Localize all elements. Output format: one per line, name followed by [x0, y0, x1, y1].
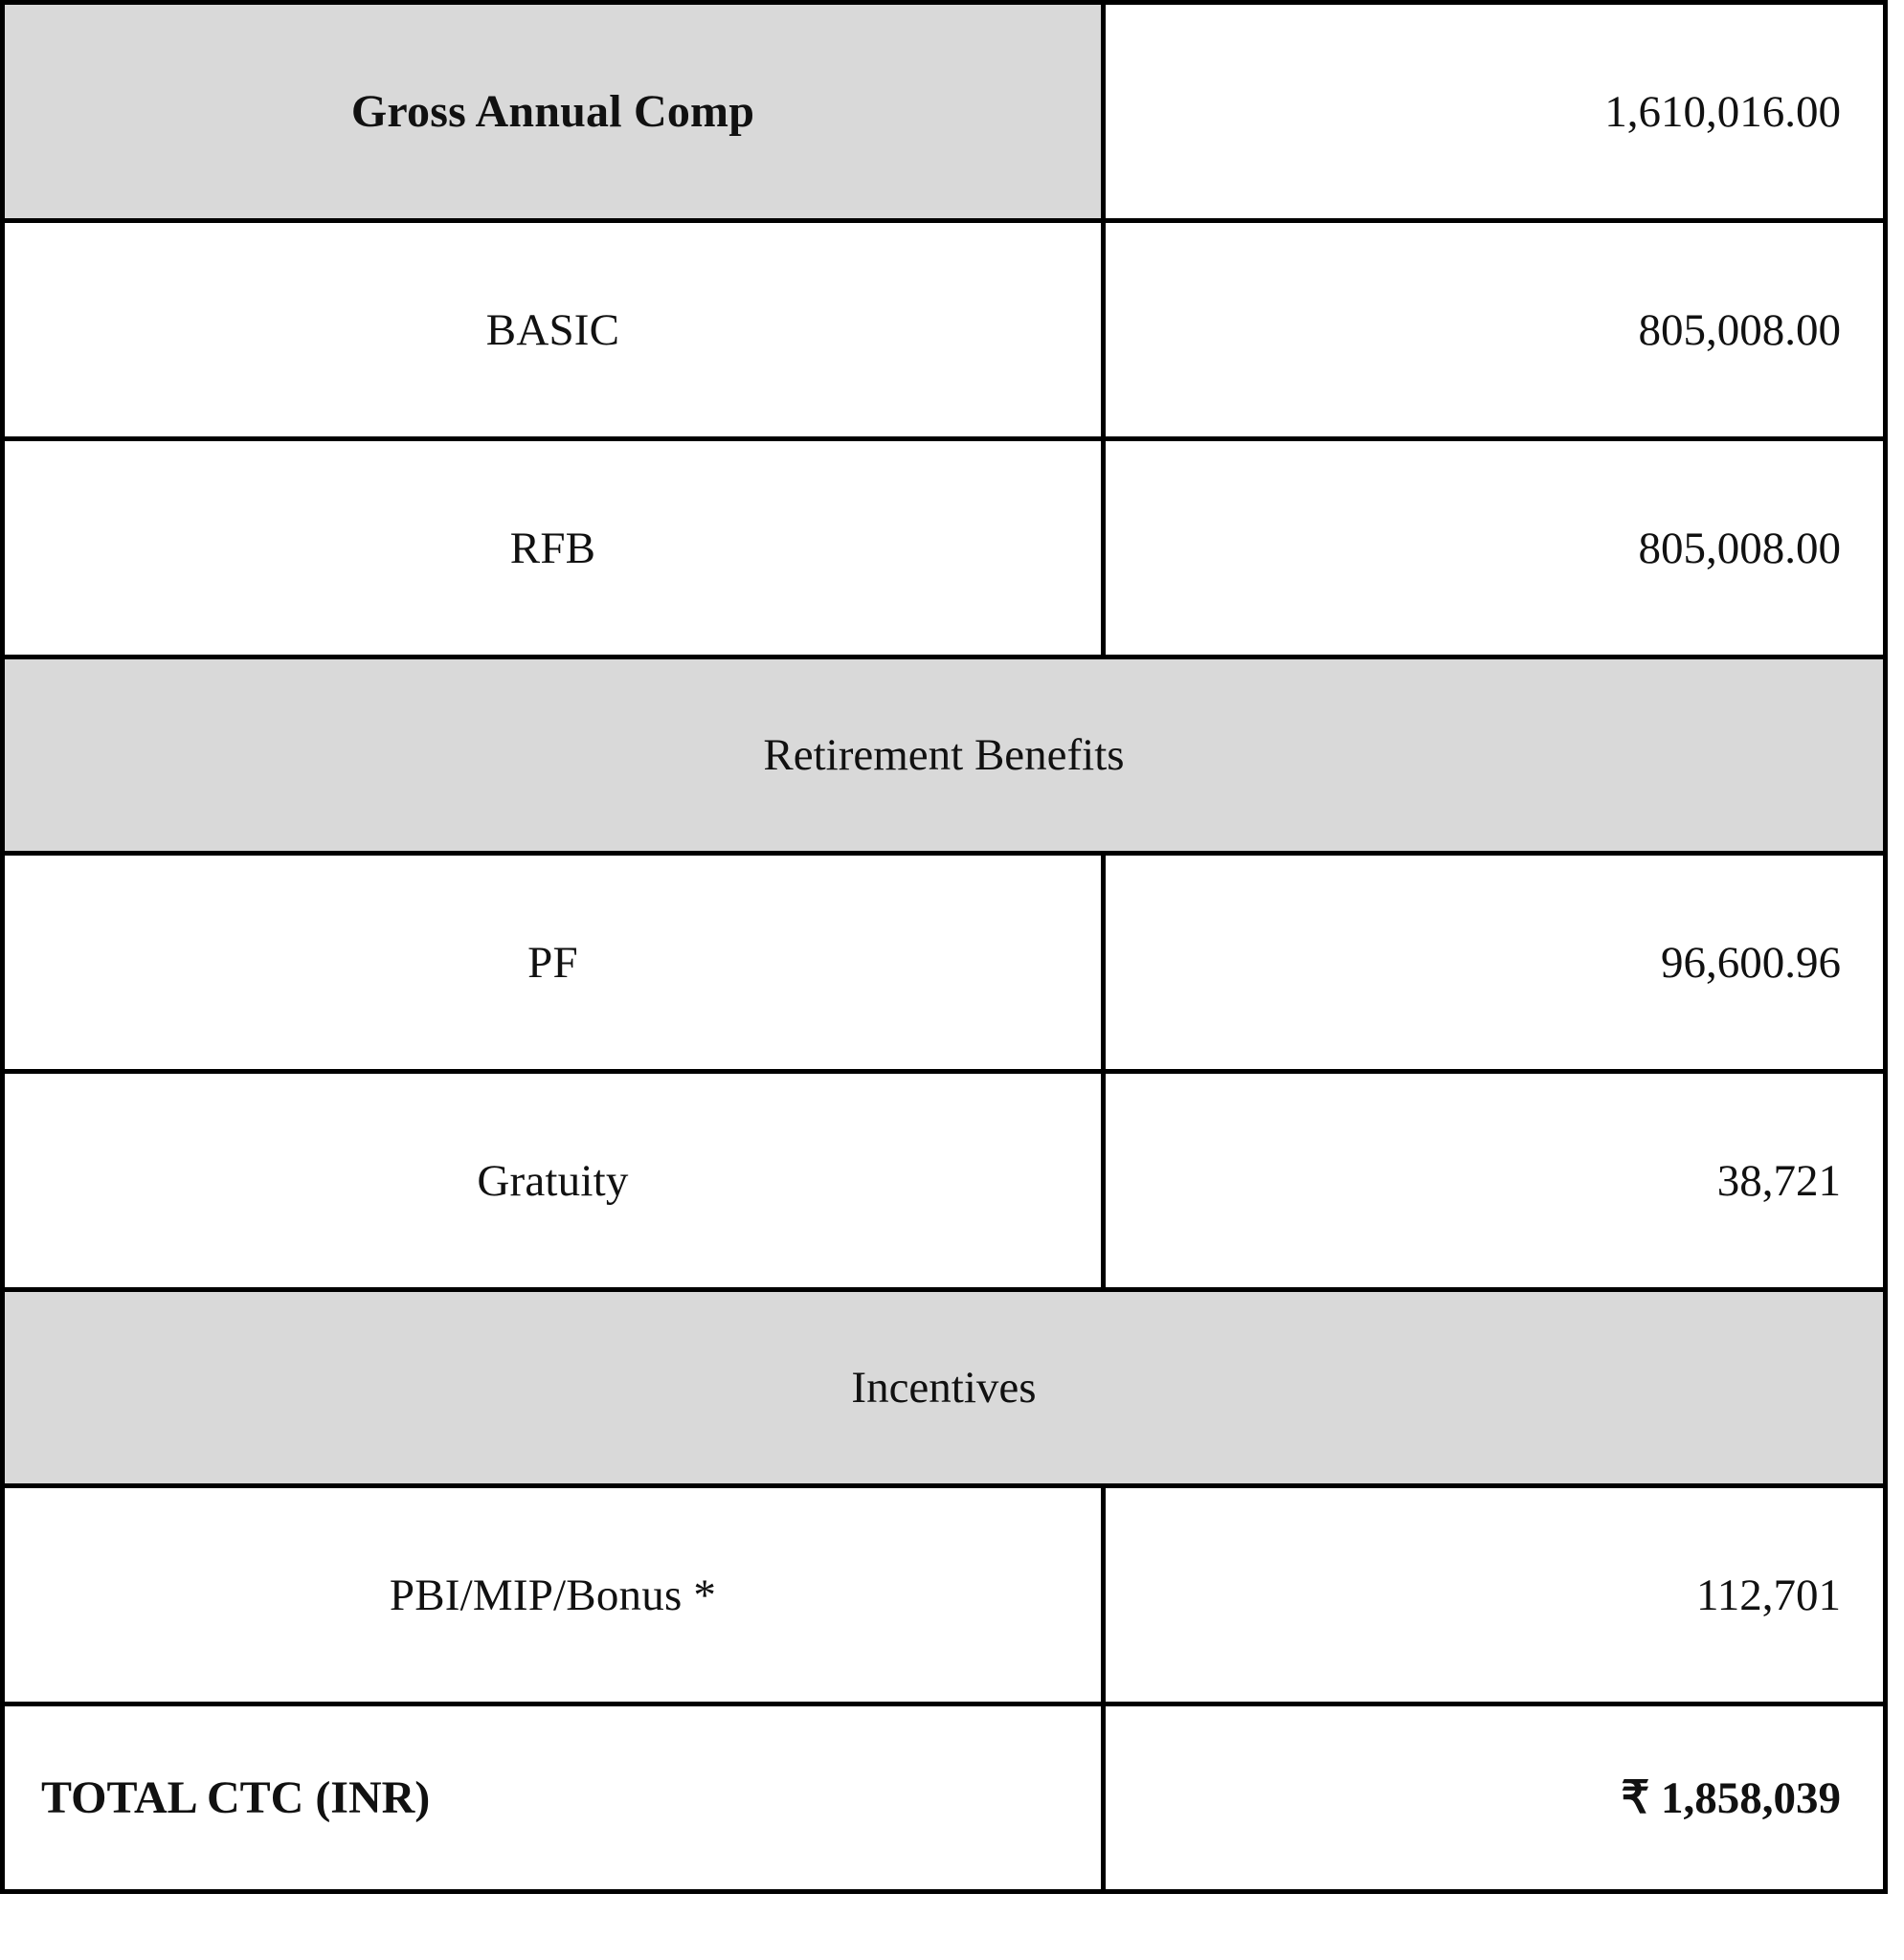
row-value-gross-annual-comp: 1,610,016.00: [1604, 86, 1841, 137]
row-label-cell-basic: [3, 221, 1104, 439]
row-label-cell-total-ctc: [3, 1704, 1104, 1892]
row-value-cell-total-ctc: [1104, 1704, 1886, 1892]
section-header-incentives: Incentives: [851, 1363, 1037, 1413]
table-row: [3, 1486, 1886, 1704]
row-value-pf: 96,600.96: [1661, 937, 1841, 988]
row-label-cell-gross-annual-comp: [3, 3, 1104, 221]
section-header-retirement-benefits: Retirement Benefits: [763, 730, 1125, 780]
table-row: [3, 854, 1886, 1072]
row-value-cell-basic: [1104, 221, 1886, 439]
row-value-cell-gross-annual-comp: [1104, 3, 1886, 221]
row-label-cell-pbi-mip-bonus: [3, 1486, 1104, 1704]
table-row: [3, 439, 1886, 657]
row-value-total-ctc: ₹ 1,858,039: [1621, 1773, 1841, 1823]
table-row: [3, 1072, 1886, 1290]
row-label-cell-rfb: [3, 439, 1104, 657]
row-value-cell-rfb: [1104, 439, 1886, 657]
table-total-row: [3, 1704, 1886, 1892]
table-row: [3, 3, 1886, 221]
section-header-cell-retirement-benefits: [3, 657, 1886, 854]
table-row: [3, 221, 1886, 439]
row-label-cell-pf: [3, 854, 1104, 1072]
row-value-cell-gratuity: [1104, 1072, 1886, 1290]
row-value-pbi-mip-bonus: 112,701: [1695, 1570, 1841, 1620]
row-label-gross-annual-comp: Gross Annual Comp: [350, 86, 755, 137]
section-header-cell-incentives: [3, 1290, 1886, 1486]
row-label-basic: BASIC: [485, 304, 620, 355]
row-value-cell-pbi-mip-bonus: [1104, 1486, 1886, 1704]
row-label-rfb: RFB: [509, 523, 596, 573]
row-value-gratuity: 38,721: [1716, 1155, 1841, 1206]
row-label-pf: PF: [527, 937, 578, 988]
table-section-row: [3, 657, 1886, 854]
row-label-pbi-mip-bonus: PBI/MIP/Bonus *: [389, 1570, 717, 1620]
row-value-basic: 805,008.00: [1638, 304, 1841, 355]
row-label-total-ctc: TOTAL CTC (INR): [41, 1772, 431, 1823]
row-value-rfb: 805,008.00: [1638, 523, 1841, 573]
row-label-cell-gratuity: [3, 1072, 1104, 1290]
row-value-cell-pf: [1104, 854, 1886, 1072]
row-label-gratuity: Gratuity: [477, 1155, 629, 1206]
table-section-row: [3, 1290, 1886, 1486]
